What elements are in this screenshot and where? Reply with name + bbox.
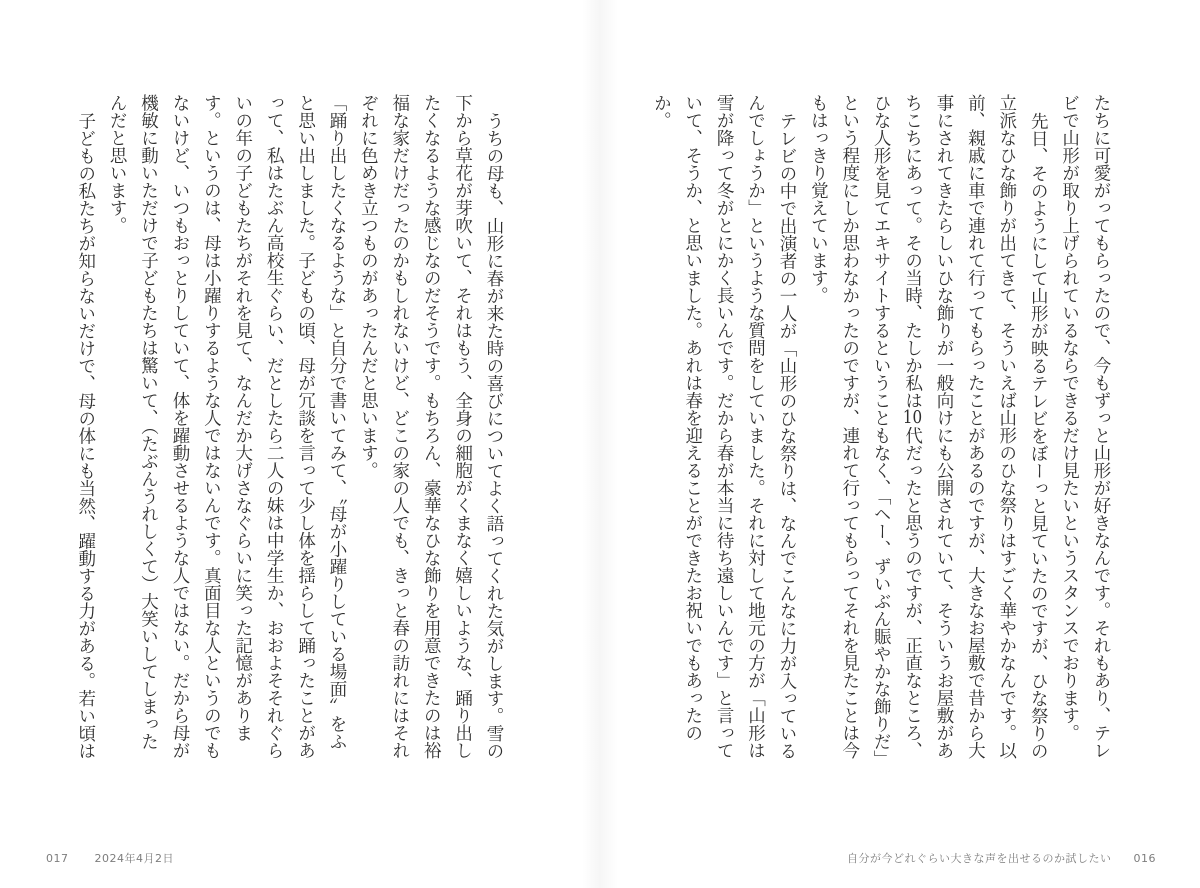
tatechuyoko-number: 10 [902, 409, 923, 427]
right-page-text [651, 94, 1116, 765]
paragraph-continuation: たちに可愛がってもらったので、今もずっと山形が好きなんです。それもあり、テレビで山形が取り上げられているならできるだけ見たいというスタンスでおります。 [1059, 94, 1111, 759]
entry-date: 2024年4月2日 [94, 852, 174, 865]
paragraph: 「踊り出したくなるような」と自分で書いてみて、〝母が小躍りしている場面〟をふと思い出しました。子どもの頃、母が冗談を言って少し体を揺らして踊ったことがあって、私はたぶん高校生ぐらい、だとしたら二人の妹は中学生か、おおよそそれぐらいの年の子どもたちがそれを見て、なんだか大げさなぐらいに笑った記憶があります。というのは、母は小躍りするような人ではないんです。真面目な人というのでもないけど、いつもおっとりしていて、体を躍動させるような人ではない。だから母が機敏に動いただけで子どもたちは驚いて、（たぶんうれしくて）大笑いしてしまったんだと思います。 [107, 94, 347, 759]
paragraph: うちの母も、山形に春が来た時の喜びについてよく語ってくれた気がします。雪の下から草花が芽吹いて、それはもう、全身の細胞がくまなく嬉しいような、踊り出したくなるような感じなのだそうです。もちろん、豪華なひな飾りを用意できたのは裕福な家だけだったのかもしれないけど、どこの家の人でも、きっと春の訪れにはそれぞれに色めき立つものがあったんだと思います。 [358, 94, 504, 759]
paragraph: 子どもの私たちが知らないだけで、母の体にも当然、躍動する力がある。若い頃は [75, 111, 96, 759]
paragraph-segment: 代だったと思うのですが、正直なところ、ひな人形を見てエキサイトするということもなく、「ヘー、ずいぶん賑やかな飾りだ」という程度にしか思わなかったのですが、連れて行ってもらってそれを見たことは今もはっきり覚えています。 [808, 94, 923, 759]
left-page-text [67, 94, 509, 765]
paragraph: テレビの中で出演者の一人が「山形のひな祭りは、なんでこんなに力が入っているんでしょうか」というような質問をしていました。それに対して地元の方が「山形は雪が降って冬がとにかく長いんです。だから春が本当に待ち遠しいんです」と言っていて、そうか、と思いました。あれは春を迎えることができたお祝いでもあったのか。 [651, 94, 797, 759]
page-number-left: 017 [46, 852, 69, 865]
left-page-footer [46, 850, 174, 866]
paragraph-segment: 先日、そのようにして山形が映るテレビをぼーっと見ていたのですが、ひな祭りの立派なひな飾りが出てきて、そういえば山形のひな祭りはすごく華やかなんです。以前、親戚に車で連れて行ってもらったことがあるのですが、大きなお屋敷で昔から大事にされてきたらしいひな飾りが一般向けにも公開されていて、そういうお屋敷があちこちにあって。その当時、たしか私は [902, 94, 1049, 759]
right-page-footer [847, 850, 1156, 866]
page-number-right: 016 [1133, 852, 1156, 865]
paragraph [802, 94, 1053, 765]
page-016 [600, 0, 1200, 888]
running-title: 自分が今どれぐらい大きな声を出せるのか試したい [847, 852, 1112, 865]
